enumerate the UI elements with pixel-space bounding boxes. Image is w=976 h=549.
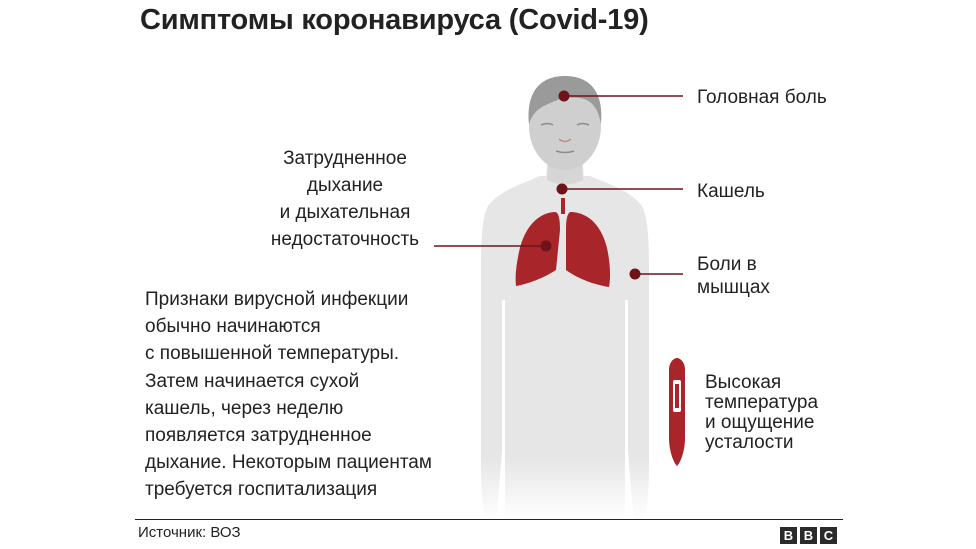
label-headache: [697, 86, 827, 109]
label-fever: [705, 373, 818, 453]
description-line: появляется затрудненное: [145, 425, 372, 447]
description-line: требуется госпитализация: [145, 479, 378, 501]
label-line: дыхание: [306, 175, 384, 196]
description-line: Затем начинается сухой: [145, 370, 360, 392]
label-line: Кашель: [697, 181, 765, 202]
label-line: мышцах: [697, 277, 770, 298]
label-line: недостаточность: [270, 229, 420, 250]
footer-divider: [135, 519, 843, 520]
description-line: обычно начинаются: [145, 316, 321, 338]
logo-block: B: [780, 527, 797, 544]
description-line: с повышенной температуры.: [145, 343, 400, 365]
bbc-logo: [780, 527, 837, 544]
label-line: Высокая: [705, 372, 782, 393]
label-line: усталости: [705, 432, 794, 453]
logo-block: C: [820, 527, 837, 544]
thermometer-icon: [669, 358, 685, 466]
label-line: температура: [705, 392, 819, 413]
label-line: Головная боль: [697, 87, 827, 108]
label-line: Затрудненное: [283, 148, 407, 169]
label-line: Боли в: [697, 254, 757, 275]
description-line: дыхание. Некоторым пациентам: [145, 452, 432, 474]
head: [529, 76, 602, 170]
logo-block: B: [800, 527, 817, 544]
description-line: кашель, через неделю: [145, 397, 344, 419]
source-note: Источник: ВОЗ: [138, 524, 241, 541]
description-text: [145, 286, 432, 504]
label-breathing: [240, 145, 450, 253]
description-line: Признаки вирусной инфекции: [145, 289, 409, 310]
page-title: Симптомы коронавируса (Covid-19): [140, 4, 649, 36]
label-line: и дыхательная: [279, 202, 411, 223]
label-cough: [697, 180, 765, 203]
label-line: и ощущение: [705, 412, 815, 433]
label-muscle-pain: [697, 253, 770, 299]
